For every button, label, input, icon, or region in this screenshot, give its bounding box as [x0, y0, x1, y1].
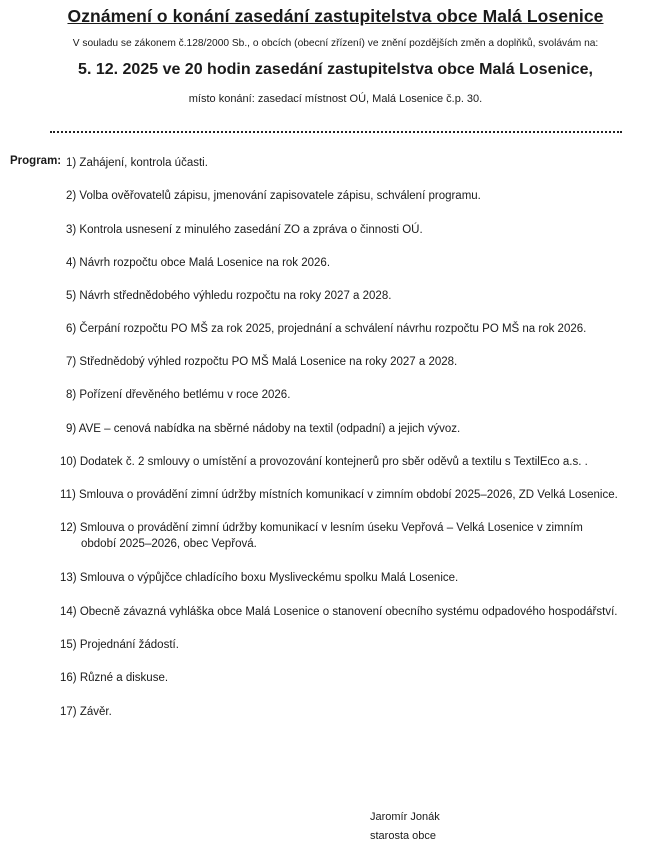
program-item-12 [60, 520, 583, 552]
program-item-15 [60, 637, 179, 653]
program-item-3 [66, 222, 423, 238]
program-item-10 [60, 454, 588, 470]
program-item-1 [66, 155, 208, 171]
meeting-place: místo konání: zasedací místnost OÚ, Malá Losenice č.p. 30. [188, 93, 483, 105]
program-item-text: 5) Návrh střednědobého výhledu rozpočtu na roky 2027 a 2028. [66, 290, 392, 302]
program-item-text: 8) Pořízení dřevěného betlému v roce 2026. [66, 389, 291, 401]
program-item-text: 17) Závěr. [60, 706, 112, 718]
program-item-4 [66, 255, 330, 271]
signatory-role: starosta obce [370, 830, 437, 842]
program-item-text: 16) Různé a diskuse. [60, 672, 169, 684]
program-item-text: 10) Dodatek č. 2 smlouvy o umístění a provozování kontejnerů pro sběr oděvů a textilu s TextilEco a.s. . [60, 456, 588, 468]
program-item-16 [60, 670, 168, 686]
program-item-9 [66, 421, 460, 437]
notice-title: Oznámení o konání zasedání zastupitelstva obce Malá Losenice [67, 6, 604, 26]
program-item-text: 9) AVE – cenová nabídka na sběrné nádoby na textil (odpadní) a jejich vývoz. [66, 423, 461, 435]
program-item-13 [60, 570, 458, 586]
program-item-text: 1) Zahájení, kontrola účasti. [66, 157, 208, 169]
program-item-text: 11) Smlouva o provádění zimní údržby místních komunikací v zimním období 2025–2026, ZD Velká Losenice. [60, 489, 618, 501]
program-item-6 [66, 321, 586, 337]
program-item-11 [60, 487, 618, 503]
program-item-text: 3) Kontrola usnesení z minulého zasedání ZO a zpráva o činnosti OÚ. [66, 224, 423, 236]
signature-block [370, 808, 440, 846]
program-item-text: 15) Projednání žádostí. [60, 639, 179, 651]
program-label: Program: [10, 155, 62, 167]
program-item-text: 6) Čerpání rozpočtu PO MŠ za rok 2025, projednání a schválení návrhu rozpočtu PO MŠ na rok 2026. [66, 323, 587, 335]
program-item-text: 12) Smlouva o provádění zimní údržby komunikací v lesním úseku Vepřová – Velká Losenice v zimním [60, 522, 583, 534]
program-item-continuation: období 2025–2026, obec Vepřová. [81, 538, 257, 550]
program-item-text: 7) Střednědobý výhled rozpočtu PO MŠ Malá Losenice na roky 2027 a 2028. [66, 356, 458, 368]
program-item-17 [60, 704, 112, 720]
program-item-text: 14) Obecně závazná vyhláška obce Malá Losenice o stanovení obecního systému odpadového hospodářství. [60, 606, 618, 618]
meeting-date-line: 5. 12. 2025 ve 20 hodin zasedání zastupitelstva obce Malá Losenice, [78, 61, 593, 78]
legal-intro: V souladu se zákonem č.128/2000 Sb., o obcích (obecní zřízení) ve znění pozdějších změn a doplňků, svolávám na: [72, 38, 599, 49]
program-item-8 [66, 387, 290, 403]
program-item-text: 4) Návrh rozpočtu obce Malá Losenice na rok 2026. [66, 257, 331, 269]
program-item-text: 2) Volba ověřovatelů zápisu, jmenování zapisovatele zápisu, schválení programu. [66, 190, 481, 202]
program-item-text: 13) Smlouva o výpůjčce chladícího boxu Mysliveckému spolku Malá Losenice. [60, 572, 459, 584]
program-item-14 [60, 604, 617, 620]
program-item-5 [66, 288, 391, 304]
program-item-7 [66, 354, 457, 370]
program-item-2 [66, 188, 481, 204]
signatory-name: Jaromír Jonák [370, 811, 440, 823]
dotted-divider [50, 131, 622, 133]
